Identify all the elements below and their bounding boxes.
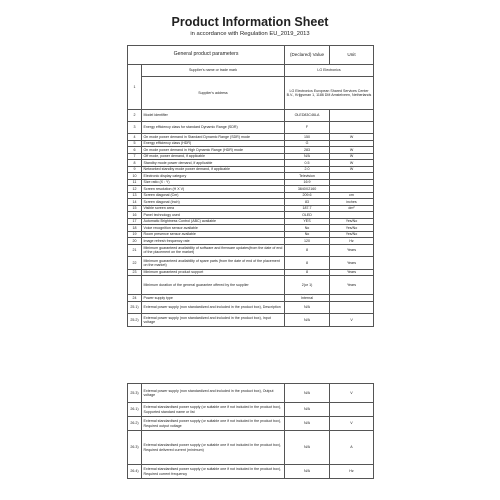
row-label: External standardised power supply (or suitable one if not included in the product box), Required output voltage: [142, 417, 285, 431]
row-label: Minimum guaranteed availability of spare parts (from the date of end of the placement on the market): [142, 257, 285, 270]
row-value: LG Electronics European Shared Services Center B.V., Krijgsman 1, 1186 DM Amstelveen, Netherlands: [285, 77, 374, 110]
row-number: 9: [128, 166, 142, 173]
row-number: 19: [128, 231, 142, 238]
row-label: Networked standby mode power demand, if applicable: [142, 166, 285, 173]
table-row: [128, 276, 374, 295]
row-number: 16: [128, 212, 142, 219]
row-label: Screen diagonal (Cm): [142, 192, 285, 199]
row-label: External standardised power supply (or suitable one if not included in the product box), Required current frequency: [142, 465, 285, 479]
row-label: Off mode, power demand, if applicable: [142, 153, 285, 160]
row-unit: cm: [330, 192, 374, 199]
row-unit: [330, 403, 374, 417]
row-unit: Yes/No: [330, 225, 374, 232]
row-unit: V: [330, 314, 374, 327]
table-row: [128, 257, 374, 270]
row-value: N/A: [285, 417, 330, 431]
row-label: Room presence sensor available: [142, 231, 285, 238]
table-row: [128, 301, 374, 314]
row-unit: V: [330, 384, 374, 403]
row-number: 8: [128, 160, 142, 167]
row-label: Power supply type: [142, 295, 285, 302]
row-value: 8: [285, 257, 330, 270]
row-value: N/A: [285, 301, 330, 314]
table-row: [128, 403, 374, 417]
row-unit: [330, 122, 374, 134]
row-label: Energy efficiency class (HDR): [142, 140, 285, 147]
row-number: 25.1): [128, 301, 142, 314]
row-number: 15: [128, 205, 142, 212]
row-unit: W: [330, 160, 374, 167]
row-label: Standby mode power demand, if applicable: [142, 160, 285, 167]
row-unit: Yes/No: [330, 231, 374, 238]
row-unit: Hz: [330, 465, 374, 479]
table-row: [128, 417, 374, 431]
row-value: N/A: [285, 431, 330, 465]
table-row: [128, 384, 374, 403]
row-number: [128, 276, 142, 295]
row-label: Model identifier: [142, 110, 285, 122]
row-label: Image refresh frequency rate: [142, 238, 285, 245]
table-row: [128, 431, 374, 465]
table-row: [128, 244, 374, 257]
row-value: 83: [285, 199, 330, 206]
row-value: YES: [285, 218, 330, 225]
row-number: 26.4): [128, 465, 142, 479]
row-value: LG Electronics: [285, 65, 374, 77]
row-label: External power supply (non standardized and included in the product box), Description: [142, 301, 285, 314]
row-value: 2.0: [285, 166, 330, 173]
row-value: OLED: [285, 212, 330, 219]
row-unit: [330, 110, 374, 122]
row-value: F: [285, 122, 330, 134]
row-unit: Years: [330, 276, 374, 295]
parameters-table: [127, 45, 374, 327]
row-label: Supplier's name or trade mark: [142, 65, 285, 77]
row-value: 0.5: [285, 160, 330, 167]
row-value: N/A: [285, 153, 330, 160]
header-params: General product parameters: [128, 46, 285, 65]
row-value: 16:9: [285, 179, 330, 186]
row-value: 8: [285, 269, 330, 276]
row-unit: Hz: [330, 238, 374, 245]
row-label: On mode power demand in High Dynamic Range (HDR) mode: [142, 147, 285, 154]
row-label: Panel technology used: [142, 212, 285, 219]
row-label: Screen diagonal (Inch): [142, 199, 285, 206]
row-value: OLED83C46LA: [285, 110, 330, 122]
row-value: 8: [285, 244, 330, 257]
row-label: Screen resolution (H X V): [142, 186, 285, 193]
row-unit: A: [330, 431, 374, 465]
row-number: 2: [128, 110, 142, 122]
row-number: 22: [128, 257, 142, 270]
row-number: 6: [128, 147, 142, 154]
row-label: Minimum guaranteed product support: [142, 269, 285, 276]
row-value: Internal: [285, 295, 330, 302]
row-label: Voice recognition sensor available: [142, 225, 285, 232]
table-row: [128, 65, 374, 77]
table-header-row: [128, 46, 374, 65]
row-value: N/A: [285, 314, 330, 327]
row-label: Visible screen area: [142, 205, 285, 212]
row-value: 283: [285, 147, 330, 154]
row-value: G: [285, 140, 330, 147]
header-value: (Declared) Value: [285, 46, 330, 65]
table-row: [128, 465, 374, 479]
row-unit: Years: [330, 269, 374, 276]
row-unit: Years: [330, 244, 374, 257]
row-unit: W: [330, 147, 374, 154]
row-label: Energy efficiency class for standard Dynamic Range (SDR): [142, 122, 285, 134]
row-number: 10: [128, 173, 142, 180]
row-number: 1: [128, 65, 142, 110]
row-value: 150: [285, 134, 330, 141]
row-number: 5: [128, 140, 142, 147]
row-value: 209.6: [285, 192, 330, 199]
table-row: [128, 77, 374, 110]
row-number: 26.3): [128, 431, 142, 465]
row-unit: dm²: [330, 205, 374, 212]
row-number: 3: [128, 122, 142, 134]
row-unit: W: [330, 166, 374, 173]
row-number: 12: [128, 186, 142, 193]
page-title: Product Information Sheet: [171, 15, 329, 29]
row-value: 3840X2160: [285, 186, 330, 193]
row-number: 21: [128, 244, 142, 257]
row-label: Supplier's address: [142, 77, 285, 110]
row-label: Minimum duration of the general guarantee offered by the supplier: [142, 276, 285, 295]
row-unit: W: [330, 153, 374, 160]
row-label: Size ratio (X : Y): [142, 179, 285, 186]
row-number: 26.1): [128, 403, 142, 417]
row-number: 14: [128, 199, 142, 206]
row-unit: W: [330, 134, 374, 141]
header-unit: Unit: [330, 46, 374, 65]
row-number: 13: [128, 192, 142, 199]
row-value: N/A: [285, 465, 330, 479]
row-number: 26.2): [128, 417, 142, 431]
row-number: 4: [128, 134, 142, 141]
row-value: Television: [285, 173, 330, 180]
row-label: Electronic display category: [142, 173, 285, 180]
row-number: 18: [128, 225, 142, 232]
row-value: N/A: [285, 384, 330, 403]
row-label: External standardised power supply (or suitable one if not included in the product box), Supported standard name or list: [142, 403, 285, 417]
row-number: 20: [128, 238, 142, 245]
table-row: [128, 110, 374, 122]
row-unit: Years: [330, 257, 374, 270]
row-number: 7: [128, 153, 142, 160]
row-unit: inches: [330, 199, 374, 206]
row-label: External standardised power supply (or suitable one if not included in the product box), Required delivered current (minimum): [142, 431, 285, 465]
row-number: 11: [128, 179, 142, 186]
row-number: 25.3): [128, 384, 142, 403]
row-value: 120: [285, 238, 330, 245]
row-number: 24: [128, 295, 142, 302]
row-label: External power supply (non standardized and included in the product box), Output voltage: [142, 384, 285, 403]
parameters-table-continued: [127, 383, 374, 479]
table-row: [128, 122, 374, 134]
page-subtitle: in accordance with Regulation EU_2019_2013: [190, 31, 310, 37]
row-value: 187.7: [285, 205, 330, 212]
table-row: [128, 314, 374, 327]
row-value: No: [285, 231, 330, 238]
row-value: 2(or 1): [285, 276, 330, 295]
row-number: 23: [128, 269, 142, 276]
row-unit: [330, 301, 374, 314]
row-number: 25.2): [128, 314, 142, 327]
row-label: Minimum guaranteed availability of software and firmware updates(from the date of end of the placement on the market): [142, 244, 285, 257]
row-unit: V: [330, 417, 374, 431]
row-value: N/A: [285, 403, 330, 417]
row-label: On mode power demand in Standard Dynamic Range (SDR) mode: [142, 134, 285, 141]
row-label: External power supply (non standardized and included in the product box), Input voltage: [142, 314, 285, 327]
row-number: 17: [128, 218, 142, 225]
row-value: No: [285, 225, 330, 232]
row-label: Automatic Brightness Control (ABC) available: [142, 218, 285, 225]
row-unit: Yes/No: [330, 218, 374, 225]
